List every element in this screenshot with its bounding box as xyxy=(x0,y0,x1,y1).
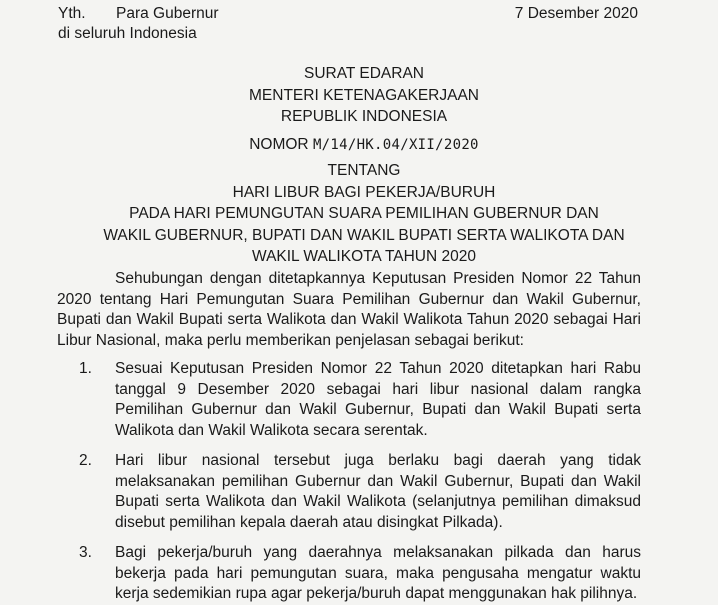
list-item-number: 3. xyxy=(79,544,92,561)
letter-heading xyxy=(0,63,718,268)
issuer-line-1: MENTERI KETENAGAKERJAAN xyxy=(249,86,479,104)
list-item xyxy=(57,359,641,441)
points-list xyxy=(57,359,641,605)
list-item-number: 2. xyxy=(79,452,92,469)
subject-line-3: WAKIL GUBERNUR, BUPATI DAN WAKIL BUPATI SERTA WALIKOTA DAN xyxy=(103,226,625,244)
list-item-text: Bagi pekerja/buruh yang daerahnya melaksanakan pilkada dan harus bekerja pada hari pemungutan suara, maka pengusaha mengatur waktu kerja sedemikian rupa agar pekerja/buruh dapat menggunakan hak pilihnya. xyxy=(115,544,641,602)
list-item-text: Hari libur nasional tersebut juga berlaku bagi daerah yang tidak melaksanakan pemilihan Gubernur dan Wakil Gubernur, Bupati dan Wakil Bupati serta Walikota dan Wakil Walikota (selanjutnya pemilihan dimaksud disebut pemilihan kepala daerah atau disingkat Pilkada). xyxy=(115,452,641,531)
list-item-text: Sesuai Keputusan Presiden Nomor 22 Tahun 2020 ditetapkan hari Rabu tanggal 9 Desember 2020 sebagai hari libur nasional dalam rangka Pemilihan Gubernur dan Wakil Gubernur, Bupati dan Wakil Bupati serta Walikota dan Wakil Walikota secara serentak. xyxy=(115,360,641,439)
subject-label: TENTANG xyxy=(327,162,401,179)
addressee-line xyxy=(58,4,219,24)
recipient: Para Gubernur xyxy=(116,5,219,22)
list-item xyxy=(57,451,641,533)
issuer-line-2: REPUBLIK INDONESIA xyxy=(280,108,448,125)
subject-line-1: HARI LIBUR BAGI PEKERJA/BURUH xyxy=(232,183,496,201)
intro-paragraph: Sehubungan dengan ditetapkannya Keputusan Presiden Nomor 22 Tahun 2020 tentang Hari Pemungutan Suara Pemilihan Gubernur dan Wakil Gubernur, Bupati dan Wakil Bupati serta Walikota dan Wakil Walikota Tahun 2020 sebagai Hari Libur Nasional, maka perlu memberikan penjelasan sebagai berikut: xyxy=(57,270,641,349)
subject-line-2: PADA HARI PEMUNGUTAN SUARA PEMILIHAN GUBERNUR DAN xyxy=(129,205,599,222)
list-item-number: 1. xyxy=(79,360,92,377)
recipient-location: di seluruh Indonesia xyxy=(58,25,197,42)
addressee-block xyxy=(58,4,219,44)
document-number xyxy=(10,134,718,157)
list-item xyxy=(57,543,641,605)
letter-body xyxy=(57,269,641,605)
number-value: M/14/HK.04/XII/2020 xyxy=(312,136,479,153)
subject-line-4: WAKIL WALIKOTA TAHUN 2020 xyxy=(252,248,476,265)
letter-date: 7 Desember 2020 xyxy=(514,5,638,22)
salutation: Yth. xyxy=(58,5,86,22)
number-label: NOMOR xyxy=(249,135,309,153)
document-type: SURAT EDARAN xyxy=(303,65,424,82)
